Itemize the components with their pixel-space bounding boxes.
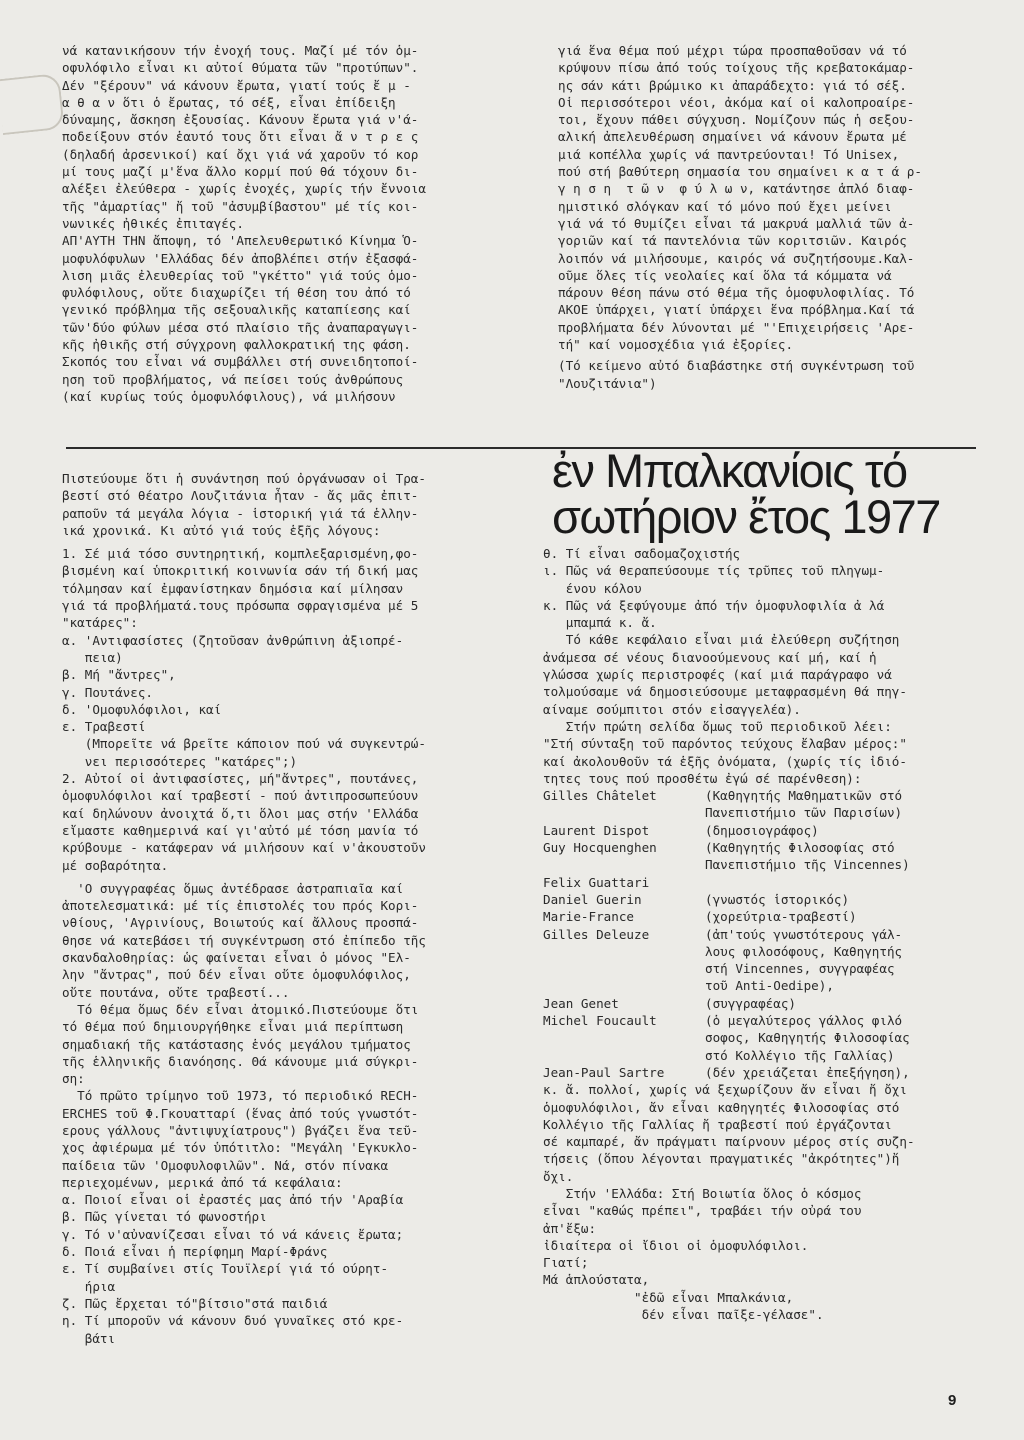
contributor-list (543, 787, 973, 1081)
contributor-role: (γνωστός ἱστορικός) (705, 891, 850, 907)
contributor-role: (Καθηγητής Φιλοσοφίας στό Πανεπιστήμιο τῆς Vincennes) (705, 840, 910, 873)
contributor-role: (Καθηγητής Μαθηματικῶν στό Πανεπιστήμιο τῶν Παρισίων) (705, 788, 903, 821)
contributor-name: Jean Genet (543, 995, 619, 1011)
paragraph: Πιστεύουμε ὅτι ἡ συνάντηση πού ὀργάνωσαν οἱ Τρα- βεστί στό θέατρο Λουζιτάνια ἦταν - ἄς μᾶς ἐπιτ- ραποῦν τά μεγάλα λόγια - ἱστορική γιά τά ἑλλην- ικά χρονικά. Κι αὐτό γιά τούς ἑξῆς λόγους: (62, 471, 426, 538)
contributor-name: Marie-France (543, 909, 634, 925)
contributor-role: (ἀπ'τούς γνωστότερους γάλ- λους φιλοσόφους, Καθηγητής στή Vincennes, συγγραφέας τοῦ Anti-Oedipe), (705, 926, 903, 994)
headline-line: σωτήριον ἔτος 1977 (552, 490, 940, 543)
contributor-role (705, 874, 973, 891)
contributor-name: Laurent Dispot (543, 822, 650, 838)
contributor-name: Jean-Paul Sartre (543, 1064, 665, 1080)
page-number: 9 (948, 1392, 957, 1409)
contributor-role: (δημοσιογράφος) (705, 822, 819, 838)
library-stamp (0, 73, 65, 135)
paragraph: Τό πρῶτο τρίμηνο τοῦ 1973, τό περιοδικό RECH- ERCHES τοῦ Φ.Γκουατταρί (ἕνας ἀπό τούς γνωστότ- ερους γάλλους "ἀντιψυχίατρους") βγάζει ἕνα τεῦ- χος ἀφιέρωμα μέ τόν ὑπότιτλο: "Μεγάλη 'Εγκυκλο- παίδεια τῶν 'Ομοφυλοφιλῶν". Νά, στόν πίνακα περιεχομένων, μερικά ἀπό τά κεφάλαια: α. Ποιοί εἶναι οἱ ἐραστές μας ἀπό τήν 'Αραβία β. Πῶς γίνεται τό φωνοστήρι γ. Τό ν'αὐνανίζεσαι εἶναι τό νά κάνεις ἔρωτα; δ. Ποιά εἶναι ἡ περίφημη Μαρί-Φράνς ε. Τί συμβαίνει στίς Τουϊλερί γιά τό ούρητ- ήρια ζ. Πῶς ἔρχεται τό"βίτσιο"στά παιδιά η. Τί μποροῦν νά κάνουν δυό γυναῖκες στό κρε- βάτι (62, 1088, 419, 1346)
source-note: (Τό κείμενο αὐτό διαβάστηκε στή συγκέντρωση τοῦ "Λουζιτάνια") (558, 358, 915, 391)
headline-line: ἐν Μπαλκανίοις τό (552, 444, 907, 497)
top-right-column (558, 42, 978, 392)
paragraph: Τό θέμα ὅμως δέν εἶναι ἀτομικό.Πιστεύουμε ὅτι τό θέμα πού δημιουργήθηκε εἶναι μιά περίπτωση σημαδιακή τῆς κατάστασης ἑνός μεγάλου τμήματος τῆς ἑλληνικῆς διανόησης. Θά κάνουμε μιά σύγκρι- ση: (62, 1001, 419, 1087)
paragraph: νά κατανικήσουν τήν ἐνοχή τους. Μαζί μέ τόν ὁμ- οφυλόφιλο εἶναι κι αὐτοί θύματα τῶν "προτύπων". Δέν "ξέρουν" νά κάνουν ἔρωτα, γιατί τούς ἔ μ - α θ α ν ὅτι ὁ ἔρωτας, τό σέξ, εἶναι ἐπίδειξη δύναμης, ἄσκηση ἐξουσίας. Κάνουν ἔρωτα γιά ν'ά- ποδείξουν στόν ἑαυτό τους ὅτι εἶναι ἄ ν τ ρ ε ς (δηλαδή ἀρσενικοί) καί ὄχι γιά νά χαροῦν τό κορ μί τους μαζί μ'ἕνα ἄλλο κορμί πού θά τόχουν δι- αλέξει ἐλεύθερα - χωρίς ἐνοχές, χωρίς τήν ἔννοια τῆς "ἁμαρτίας" ἤ τοῦ "ἀσυμβίβαστου" μέ τίς κοι- νωνικές ἠθικές ἐπιταγές. (62, 43, 426, 231)
contributor-name: Michel Foucault (543, 1013, 657, 1029)
paragraph: 1. Σέ μιά τόσο συντηρητική, κομπλεξαρισμένη,φο- βισμένη καί ὑποκριτική κοινωνία σάν τή δική μας τόλμησαν καί ἐμφανίστηκαν δημόσια καί μίλησαν γιά τά προβλήματά.τους πρόσωπα σφραγισμένα μέ 5 "κατάρες": α. 'Αντιφασίστες (ζητοῦσαν ἀνθρώπινη ἀξιοπρέ- πεια) β. Μή "ἄντρες", γ. Πουτάνες. δ. 'Ομοφυλόφιλοι, καί ε. Τραβεστί (Μπορεῖτε νά βρεῖτε κάποιον πού νά συγκεντρώ- νει περισσότερες "κατάρες";) 2. Αὐτοί οἱ ἀντιφασίστες, μή"ἄντρες", πουτάνες, ὁμοφυλόφιλοι καί τραβεστί - πού ἀντιπροσωπεύουν καί δηλώνουν ἀνοιχτά ὅ,τι ὅλοι μας στήν 'Ελλάδα εἴμαστε καθημερινά καί γι'αὐτό μέ τόση μανία τό κρύβουμε - κατάφεραν νά μιλήσουν καί ν'ἀκουστοῦν μέ σοβαρότητα. (62, 546, 426, 873)
paragraph: γιά ἕνα θέμα πού μέχρι τώρα προσπαθοῦσαν νά τό κρύψουν πίσω ἀπό τούς τοίχους τῆς κρεβατοκάμαρ- ης σάν κάτι βρώμικο κι ἀπαράδεχτο: γιά τό σέξ. Οἱ περισσότεροι νέοι, ἀκόμα καί οἱ καλοπροαίρε- τοι, ἔχουν πάθει σύγχυση. Νομίζουν πώς ἡ σεξου- αλική ἀπελευθέρωση σημαίνει νά κάνουν ἔρωτα μέ μιά κοπέλλα χωρίς νά παντρεύονται! Τό Unisex, πού στή βαθύτερη σημασία του σημαίνει κ α τ ά ρ- γ η σ η τ ῶ ν φ ύ λ ω ν, κατάντησε ἁπλό διαφ- ημιστικό σλόγκαν καί τό μόνο πού ἔχει μείνει γιά νά τό θυμίζει εἶναι τά μακρυά μαλλιά τῶν ἀ- γοριῶν καί τά παντελόνια τῶν κοριτσιῶν. Καιρός λοιπόν νά μιλήσουμε, καιρός νά συζητήσουμε.Καλ- οῦμε ὅλες τίς νεολαίες καί ὅλα τά κόμματα νά πάρουν θέση πάνω στό θέμα τῆς ὁμοφυλοφιλίας. Τό ΑΚΟΕ ὑπάρχει, γιατί ὑπάρχει ἕνα πρόβλημα.Καί τά προβλήματα δέν λύνονται μέ "'Επιχειρήσεις 'Αρε- τή" καί νομοσχέδια γιά ἐξορίες. (558, 43, 922, 353)
contributor-role: (ὁ μεγαλύτερος γάλλος φιλό σοφος, Καθηγητής Φιλοσοφίας στό Κολλέγιο τῆς Γαλλίας) (705, 1013, 910, 1063)
contributor-name: Felix Guattari (543, 874, 650, 890)
bottom-left-column (62, 470, 502, 1347)
paragraph: 'Ο συγγραφέας ὅμως ἀντέδρασε ἀστραπιαῖα καί ἀποτελεσματικά: μέ τίς ἐπιστολές του πρός Κορι- νθίους, 'Αγρινίους, Βοιωτούς καί ἄλλους προσπά- θησε νά κατεβάσει τή συγκέντρωση στό ἐπίπεδο τῆς σκανδαλοθηρίας: ὡς φαίνεται εἶναι ὁ μόνος "Ελ- λην "ἄντρας", πού δέν εἶναι οὔτε ὁμοφυλόφιλος, οὔτε πουτάνα, οὔτε τραβεστί... (62, 880, 426, 1000)
contributor-role: (χορεύτρια-τραβεστί) (705, 909, 857, 925)
top-left-column (62, 42, 502, 405)
contributor-name: Guy Hocquenghen (543, 840, 657, 856)
paragraph: θ. Τί εἶναι σαδομαζοχιστής ι. Πῶς νά θεραπεύσουμε τίς τρῦπες τοῦ πληγωμ- ένου κόλου κ. Πῶς νά ξεφύγουμε ἀπό τήν ὁμοφυλοφιλία ἀ λά μπαμπά κ. ἄ. Τό κάθε κεφάλαιο εἶναι μιά ἐλεύθερη συζήτηση ἀνάμεσα σέ νέους διανοούμενους καί μή, καί ἡ γλώσσα χωρίς περιστροφές (καί μιά παράγραφο νά τολμούσαμε νά δημοσιεύσουμε μεταφρασμένη θά πηγ- αίναμε σούμπιτοι στόν εἰσαγγελέα). Στήν πρώτη σελίδα ὅμως τοῦ περιοδικοῦ λέει: "Στή σύνταξη τοῦ παρόντος τεύχους ἔλαβαν μέρος:" καί ἀκολουθοῦν τά ἑξῆς ὀνόματα, (χωρίς τίς ἰδιό- τητες τους πού προσθέτω ἐγώ σέ παρένθεση): (543, 546, 907, 786)
article-headline (552, 444, 972, 543)
contributor-name: Daniel Guerin (543, 891, 642, 907)
paragraph: ΑΠ'ΑΥΤΗ ΤΗΝ ἄποψη, τό 'Απελευθερωτικό Κίνημα Ὁ- μοφυλόφυλων 'Ελλάδας δέν ἀποβλέπει στήν ἐξασφά- λιση μιᾶς ἐλευθερίας τοῦ "γκέττο" γιά τούς ὁμο- φυλόφιλους, οὔτε διαχωρίζει τή θέση του ἀπό τό γενικό πρόβλημα τῆς σεξουαλικῆς καταπίεσης καί τῶν'δύο φύλων μέσα στό πλαίσιο τῆς ἀναπαραγωγι- κῆς ἠθικῆς στή σύγχρονη φαλλοκρατική της φάση. Σκοπός του εἶναι νά συμβάλλει στή συνειδητοποί- ηση τοῦ προβλήματος, νά πείσει τούς ἀνθρώπους (καί κυρίως τούς ὁμοφυλόφιλους), νά μιλήσουν (62, 233, 419, 404)
contributor-role: (δέν χρειάζεται ἐπεξήγηση), (705, 1064, 910, 1080)
paragraph: κ. ἄ. πολλοί, χωρίς νά ξεχωρίζουν ἄν εἶναι ἤ ὄχι ὁμοφυλόφιλοι, ἄν εἶναι καθηγητές Φιλοσοφίας στό Κολλέγιο τῆς Γαλλίας ἤ τραβεστί πού ἐργάζονται σέ καμπαρέ, ἄν πράγματι παίρνουν μέρος στίς συζη- τήσεις (ὅπου λέγονται πραγματικές "ἀκρότητες")ἤ ὄχι. Στήν 'Ελλάδα: Στή Βοιωτία ὅλος ὁ κόσμος εἶναι "καθώς πρέπει", τραβάει τήν οὐρά του ἀπ'ἔξω: ἰδιαίτερα οἱ ἴδιοι οἱ ὁμοφυλόφιλοι. Γιατί; Μά ἁπλούστατα, "ἐδῶ εἶναι Μπαλκάνια, δέν εἶναι παῖξε-γέλασε". (543, 1082, 915, 1323)
contributor-name: Gilles Deleuze (543, 926, 650, 942)
bottom-right-column (543, 545, 973, 1323)
contributor-role: (συγγραφέας) (705, 995, 796, 1011)
contributor-name: Gilles Châtelet (543, 788, 657, 804)
